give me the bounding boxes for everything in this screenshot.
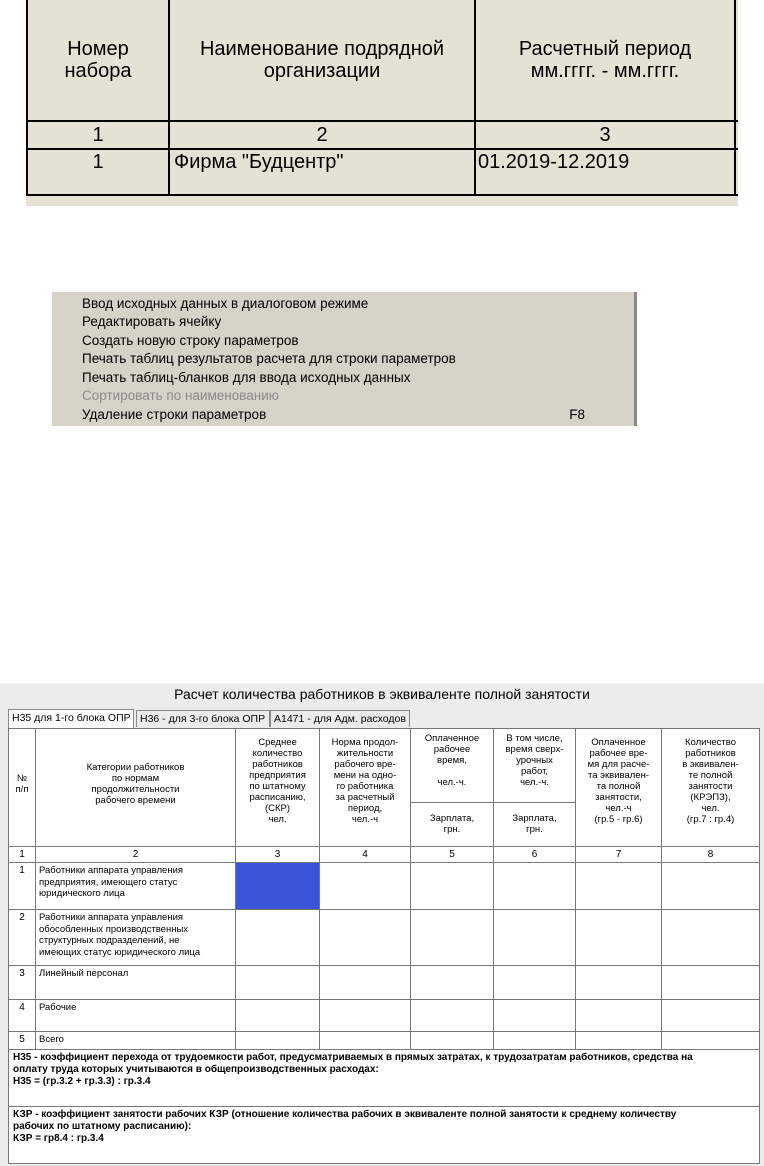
row-number: 5 [19,1034,25,1045]
header-overtime: В том числе, время сверх- урочных работ, чел.-ч. [505,733,564,788]
menu-item-delete-shortcut: F8 [569,407,585,422]
menu-item-delete-row[interactable] [82,406,607,424]
row-number: 1 [19,865,25,876]
note-kzr: КЗР - коэффициент занятости рабочих КЗР (отношение количества рабочих в эквиваленте полной занятости к среднему количеству рабочих по штатному расписанию): КЗР = гр8.4 : гр.3.4 [13,1109,677,1144]
header-paid-salary: Зарплата, грн. [429,813,475,835]
header-paid-time: Оплаченное рабочее время, чел.-ч. [424,733,480,788]
col-number: 3 [274,849,281,860]
header-contractor-name: Наименование подрядной организации [199,38,445,82]
menu-item-edit-cell[interactable]: Редактировать ячейку [82,314,222,329]
header-set-number: Номер набора [64,38,132,82]
context-menu [52,292,637,426]
calculation-form [0,683,764,1166]
row-contractor-name[interactable]: Фирма "Будцентр" [174,150,344,173]
header-paid-time-equiv: Оплаченное рабочее вре- мя для расче- та эквивален- та полной занятости, чел.-ч (гр.5 - гр.6) [587,737,650,825]
row-label-branch-management: Работники аппарата управления обособленных производственных структурных подразделений, не имеющих статус юридического лица [39,912,201,958]
form-title: Расчет количества работников в эквиваленте полной занятости [174,686,590,702]
header-period: Расчетный период мм.гггг. - мм.гггг. [518,38,692,82]
col-number-2: 2 [316,124,328,146]
header-avg-staff: Среднее количество работников предприятия по штатному расписанию, (СКР) чел. [249,737,306,825]
calculation-grid [8,728,760,1164]
col-number-3: 3 [599,124,611,146]
row-label-management: Работники аппарата управления предприятия, имеющего статус юридического лица [39,865,184,899]
col-number: 5 [449,849,455,860]
col-number: 4 [362,849,368,860]
row-label-total: Всего [39,1034,64,1045]
header-overtime-salary: Зарплата, грн. [512,813,557,835]
row-set-number[interactable]: 1 [92,151,104,173]
menu-item-new-row[interactable]: Создать новую строку параметров [82,333,299,348]
menu-item-sort-by-name: Сортировать по наименованию [82,388,279,403]
header-fte-count: Количество работников в эквивален- те полной занятости (КРЭПЗ), чел. (гр.7 : гр.4) [682,737,739,825]
selected-cell[interactable] [236,863,319,909]
tab-n35[interactable]: Н35 для 1-го блока ОПР [8,709,134,728]
contractor-table [26,0,738,206]
row-number: 4 [19,1002,25,1013]
header-category: Категории работников по нормам продолжительности рабочего времени [86,762,185,806]
col-number: 7 [615,849,622,860]
row-number: 3 [19,968,25,979]
col-number-1: 1 [92,124,104,146]
col-number: 8 [707,849,714,860]
row-label-line-staff: Линейный персонал [39,968,129,979]
menu-item-delete-label: Удаление строки параметров [82,407,267,422]
note-n35: Н35 - коэффициент перехода от трудоемкости работ, предусматриваемых в прямых затратах, к трудозатратам работников, средства на оплату труда которых учитываются в общепроизводственных расходах: Н35 = (гр.3.2 + гр.3.3) : гр.3.4 [13,1052,693,1087]
row-period[interactable]: 01.2019-12.2019 [478,150,630,173]
menu-item-print-results[interactable]: Печать таблиц результатов расчета для строки параметров [82,351,456,366]
tab-n36[interactable]: Н36 - для 3-го блока ОПР [136,710,270,727]
col-number: 1 [19,849,25,860]
col-number: 2 [132,849,139,860]
header-norm-hours: Норма продол- жительности рабочего вре- мени на одно- го работника за расчетный период, чел.-ч [331,737,399,825]
col-number: 6 [531,849,538,860]
row-label-workers: Рабочие [39,1002,77,1013]
row-number: 2 [19,912,25,923]
tab-a1471[interactable]: А1471 - для Адм. расходов [270,710,410,727]
menu-item-print-blanks[interactable]: Печать таблиц-бланков для ввода исходных данных [82,370,411,385]
menu-item-dialog-input[interactable]: Ввод исходных данных в диалоговом режиме [82,296,369,311]
header-row-number: № п/п [15,773,29,795]
